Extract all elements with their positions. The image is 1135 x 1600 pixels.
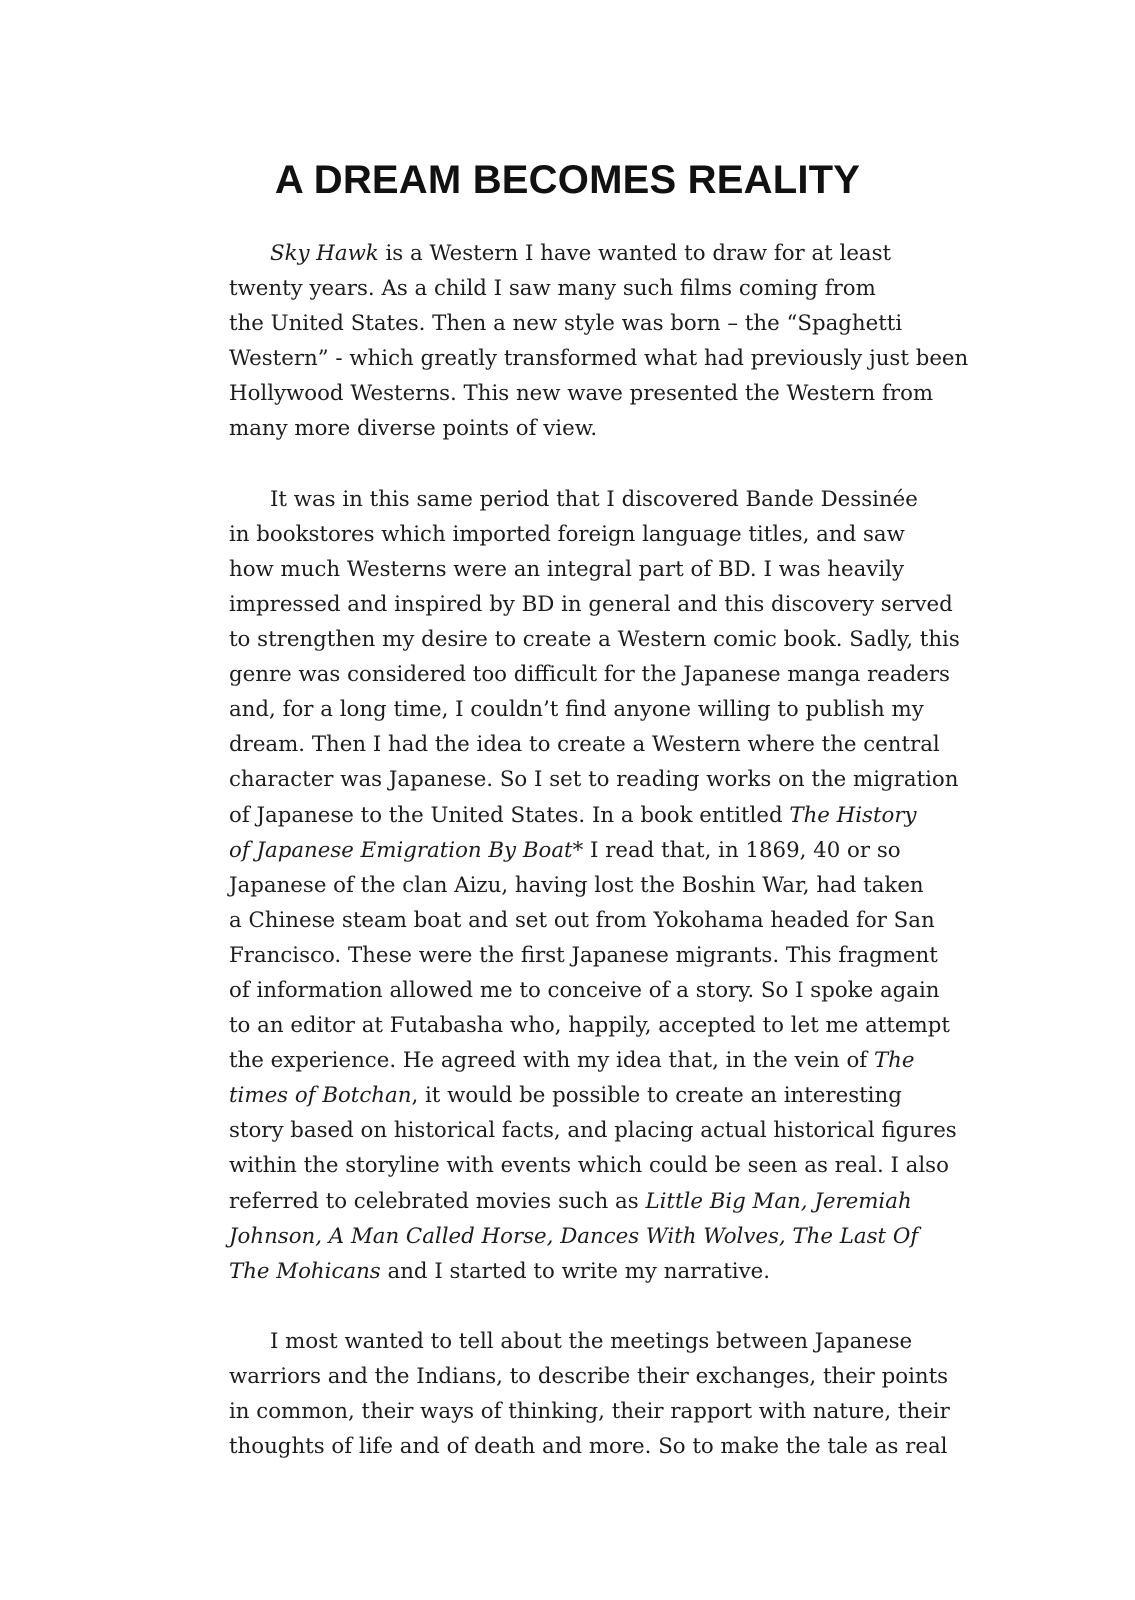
paragraph bbox=[229, 1324, 969, 1464]
text-line bbox=[229, 1113, 969, 1148]
italic-title-text: times of Botchan bbox=[229, 1083, 412, 1109]
text-run: to strengthen my desire to create a Western comic book. Sadly, this bbox=[229, 627, 960, 653]
text-run: many more diverse points of view. bbox=[229, 416, 598, 442]
italic-title-text: The History bbox=[789, 802, 917, 828]
text-line bbox=[229, 1254, 969, 1289]
text-line bbox=[229, 1429, 969, 1464]
italic-title-text: of Japanese Emigration By Boat bbox=[229, 837, 573, 863]
italic-title-text: Johnson, A Man Called Horse, Dances With Wolves, The Last Of bbox=[229, 1223, 919, 1249]
paragraph-gap bbox=[229, 447, 969, 482]
text-run: character was Japanese. So I set to reading works on the migration bbox=[229, 767, 959, 793]
text-run: Western” - which greatly transformed what had previously just been bbox=[229, 346, 969, 372]
text-line bbox=[229, 692, 969, 727]
text-line bbox=[229, 1394, 969, 1429]
text-run: to an editor at Futabasha who, happily, accepted to let me attempt bbox=[229, 1013, 950, 1039]
text-run: Hollywood Westerns. This new wave presented the Western from bbox=[229, 381, 934, 407]
text-line bbox=[229, 1008, 969, 1043]
text-run: referred to celebrated movies such as bbox=[229, 1188, 646, 1214]
text-run: the United States. Then a new style was born – the “Spaghetti bbox=[229, 311, 903, 337]
text-line bbox=[229, 236, 969, 271]
text-run: twenty years. As a child I saw many such films coming from bbox=[229, 276, 876, 302]
text-line bbox=[229, 306, 969, 341]
text-line bbox=[229, 411, 969, 446]
text-line bbox=[229, 657, 969, 692]
italic-title-text: The bbox=[873, 1048, 915, 1074]
text-line bbox=[229, 376, 969, 411]
text-line bbox=[229, 938, 969, 973]
text-line bbox=[229, 552, 969, 587]
paragraph bbox=[229, 236, 969, 447]
text-line bbox=[229, 1359, 969, 1394]
text-line bbox=[229, 1219, 969, 1254]
text-run: how much Westerns were an integral part of BD. I was heavily bbox=[229, 556, 904, 582]
text-run: genre was considered too difficult for the Japanese manga readers bbox=[229, 662, 950, 688]
text-line bbox=[229, 1078, 969, 1113]
text-line bbox=[229, 903, 969, 938]
text-line bbox=[229, 341, 969, 376]
text-run: is a Western I have wanted to draw for at least bbox=[378, 241, 892, 266]
text-run: in bookstores which imported foreign language titles, and saw bbox=[229, 521, 905, 547]
text-run: and, for a long time, I couldn’t find anyone willing to publish my bbox=[229, 697, 924, 723]
text-run: impressed and inspired by BD in general and this discovery served bbox=[229, 591, 953, 617]
text-line bbox=[229, 762, 969, 797]
text-run: I most wanted to tell about the meetings between Japanese bbox=[270, 1328, 913, 1354]
text-run: the experience. He agreed with my idea that, in the vein of bbox=[229, 1048, 874, 1074]
text-run: of Japanese to the United States. In a book entitled bbox=[229, 802, 790, 828]
text-run: warriors and the Indians, to describe their exchanges, their points bbox=[229, 1364, 949, 1389]
text-run: of information allowed me to conceive of a story. So I spoke again bbox=[229, 977, 940, 1003]
text-run: in common, their ways of thinking, their rapport with nature, their bbox=[229, 1399, 950, 1425]
text-line bbox=[229, 833, 969, 868]
paragraph-gap bbox=[229, 1289, 969, 1324]
text-line bbox=[229, 517, 969, 552]
text-line bbox=[229, 798, 969, 833]
text-run: , it would be possible to create an interesting bbox=[411, 1083, 902, 1109]
text-run: story based on historical facts, and placing actual historical figures bbox=[229, 1118, 957, 1144]
text-line bbox=[229, 868, 969, 903]
italic-title-text: Sky Hawk bbox=[270, 241, 379, 266]
text-line bbox=[229, 482, 969, 517]
text-run: Francisco. These were the first Japanese migrants. This fragment bbox=[229, 942, 938, 968]
text-run: within the storyline with events which could be seen as real. I also bbox=[229, 1153, 949, 1179]
text-run: a Chinese steam boat and set out from Yokohama headed for San bbox=[229, 907, 935, 933]
italic-title-text: Little Big Man, Jeremiah bbox=[645, 1188, 912, 1214]
italic-title-text: The Mohicans bbox=[229, 1258, 381, 1284]
text-line bbox=[229, 1184, 969, 1219]
text-line bbox=[229, 587, 969, 622]
text-run: dream. Then I had the idea to create a Western where the central bbox=[229, 732, 940, 758]
page-title: A DREAM BECOMES REALITY bbox=[274, 158, 861, 202]
text-run: * I read that, in 1869, 40 or so bbox=[572, 837, 901, 863]
paragraph bbox=[229, 482, 969, 1289]
text-line bbox=[229, 1148, 969, 1183]
text-run: and I started to write my narrative. bbox=[380, 1258, 770, 1284]
text-line bbox=[229, 1043, 969, 1078]
text-line bbox=[229, 622, 969, 657]
text-line bbox=[229, 271, 969, 306]
body-text bbox=[229, 236, 969, 1464]
text-run: Japanese of the clan Aizu, having lost the Boshin War, had taken bbox=[229, 872, 924, 898]
text-line bbox=[229, 973, 969, 1008]
text-line bbox=[229, 1324, 969, 1359]
text-line bbox=[229, 727, 969, 762]
text-run: It was in this same period that I discovered Bande Dessinée bbox=[270, 486, 918, 512]
text-run: thoughts of life and of death and more. So to make the tale as real bbox=[229, 1434, 948, 1460]
